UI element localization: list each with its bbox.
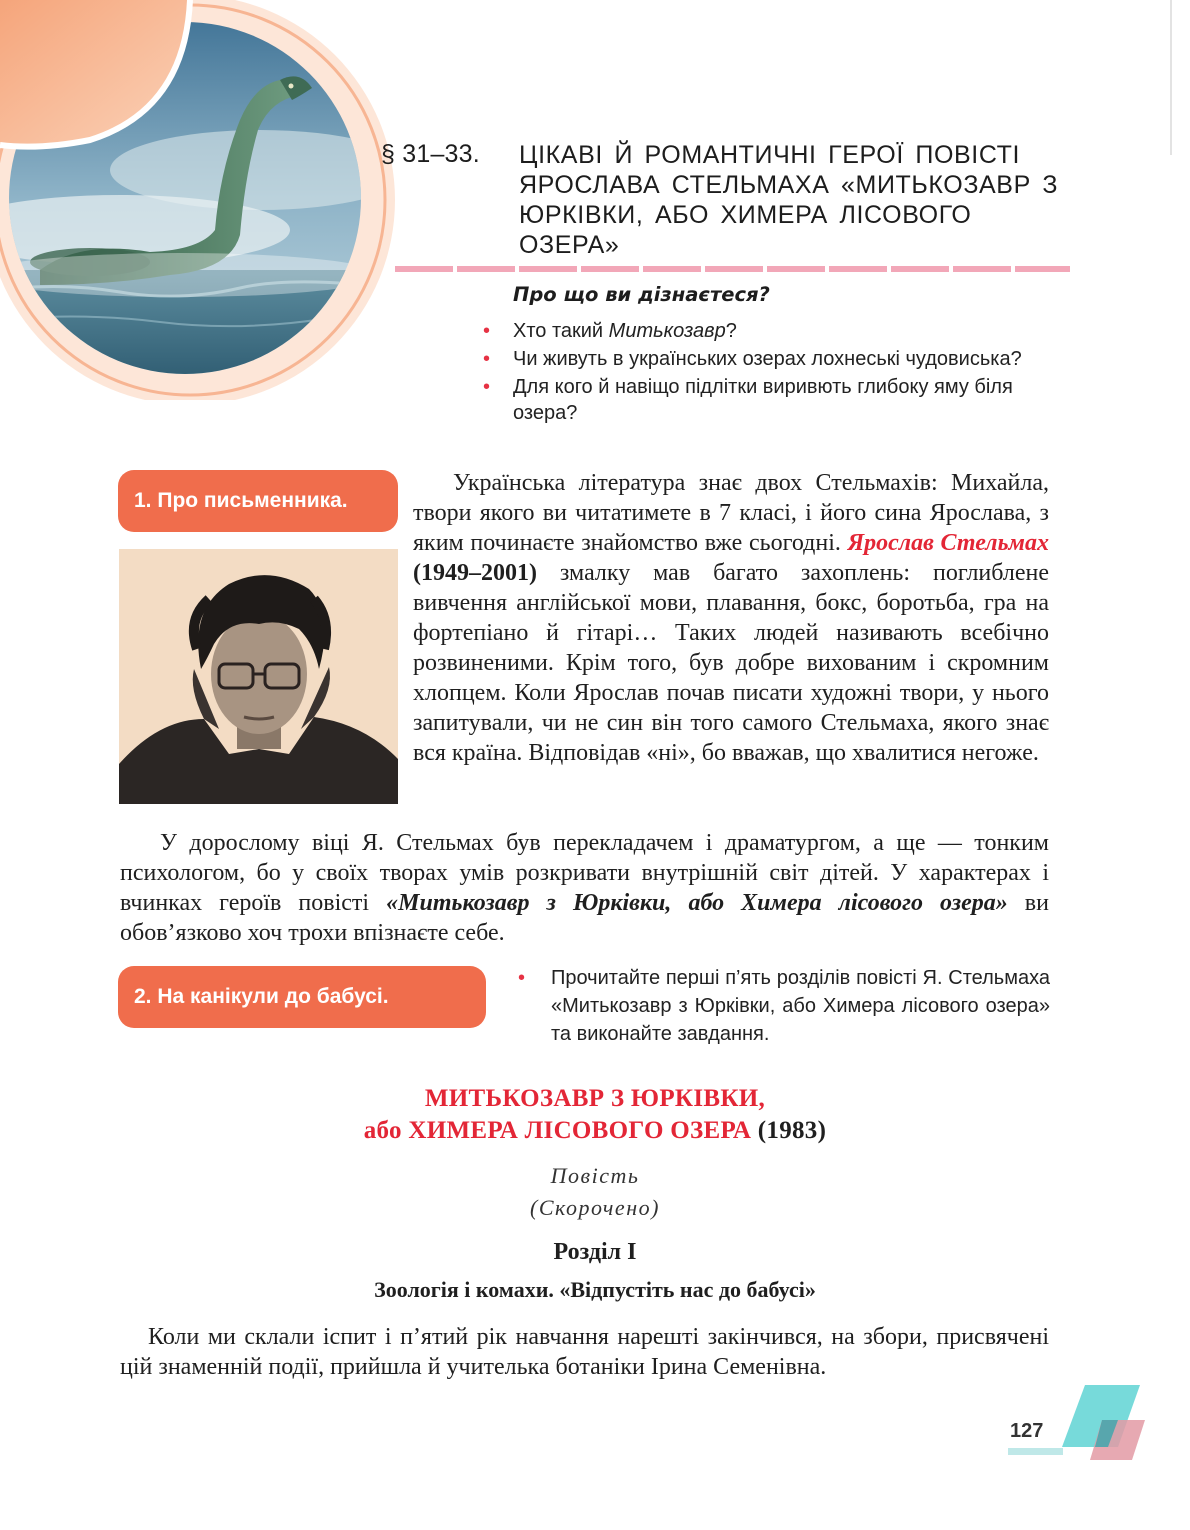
genre-label: Повість: [550, 1163, 640, 1188]
writer-portrait: [119, 549, 398, 804]
text-span: змалку мав багато захоплень: поглиблене вивчення англійської мови, плавання, бокс, боротьба, гра на фортепіано й гітарі… Таких людей називають всебічно розвиненими. Крім того, був добре вихованим і скромним хлопцем. Коли Ярослав почав писати художні твори, у нього запитували, чи не син він того самого Стельмаха, якого знає вся країна. Відповідав «ні», бо вважав, що хвалитися негоже.: [413, 560, 1049, 766]
learn-item-emphasis: Митькозавр: [608, 320, 726, 342]
task-text: Прочитайте перші п’ять розділів повісті Я. Стельмаха «Митькозавр з Юрківки, або Химера лісового озера» та виконайте завдання.: [551, 967, 1050, 1045]
reading-task: [518, 964, 1050, 1048]
story-title-line-2: або ХИМЕРА ЛІСОВОГО ОЗЕРА: [363, 1117, 752, 1144]
page-edge-line: [1170, 0, 1172, 155]
abridged-label: (Скорочено): [530, 1195, 660, 1220]
list-item: [483, 374, 1063, 426]
title-divider: [395, 266, 1070, 272]
story-genre: [200, 1160, 990, 1224]
story-title: [200, 1083, 990, 1147]
learn-item-text: Хто такий: [513, 320, 609, 342]
writer-paragraph-2: [120, 828, 1049, 948]
list-item: [483, 318, 1063, 344]
bullet-icon: •: [483, 376, 491, 398]
learn-item-text-end: ?: [725, 320, 737, 342]
list-item: [483, 346, 1063, 372]
section-label-about-writer: 1. Про письменника.: [118, 470, 398, 532]
section-label-vacation: 2. На канікули до бабусі.: [118, 966, 486, 1028]
lake-monster-illustration: [0, 0, 420, 400]
text-span: ви обов’язково хоч трохи впізнаєте себе.: [120, 890, 1049, 946]
writer-years: (1949–2001): [413, 560, 537, 586]
page-number: 127: [1010, 1420, 1044, 1442]
text-span: У дорослому віці Я. Стельмах був перекладачем і драматургом, а ще — тонким психологом, бо у своїх творах умів розкривати внутрішній світ дітей. У характерах і вчинках героїв повісті: [120, 830, 1049, 916]
chapter-title: Зоологія і комахи. «Відпустіть нас до бабусі»: [374, 1277, 816, 1302]
text-span: Українська література знає двох Стельмахів: Михайла, твори якого ви читатимете в 7 класі, і його сина Ярослава, з яким починаєте знайомство вже сьогодні.: [413, 470, 1049, 556]
section-title: ЦІКАВІ Й РОМАНТИЧНІ ГЕРОЇ ПОВІСТІ ЯРОСЛАВА СТЕЛЬМАХА «МИТЬКОЗАВР З ЮРКІВКИ, АБО ХИМЕРА ЛІСОВОГО ОЗЕРА»: [519, 141, 1059, 259]
writer-name: Ярослав Стельмах: [847, 530, 1049, 556]
learn-item-text: Для кого й навіщо підлітки виривють глибоку яму біля озера?: [513, 376, 1013, 424]
bullet-icon: •: [518, 967, 526, 989]
learn-item-text: Чи живуть в українських озерах лохнеські чудовиська?: [513, 348, 1022, 370]
bullet-icon: •: [483, 348, 491, 370]
bullet-icon: •: [483, 320, 491, 342]
story-year: (1983): [751, 1117, 827, 1144]
story-title-inline: «Митькозавр з Юрківки, або Химера лісового озера»: [386, 890, 1008, 916]
section-number: § 31–33.: [381, 140, 480, 168]
story-paragraph: Коли ми склали іспит і п’ятий рік навчання нарешті закінчився, на збори, присвячені цій знаменній події, прийшла й учителька ботаніки Ірина Семенівна.: [120, 1324, 1049, 1380]
chapter-heading: Розділ I: [553, 1239, 637, 1265]
writer-paragraph-1: [413, 468, 1049, 768]
story-title-line-1: МИТЬКОЗАВР З ЮРКІВКИ,: [424, 1085, 766, 1112]
portrait-photo: [119, 549, 398, 804]
learn-list: [483, 318, 1063, 428]
learn-heading: Про що ви дізнаєтеся?: [513, 283, 770, 306]
